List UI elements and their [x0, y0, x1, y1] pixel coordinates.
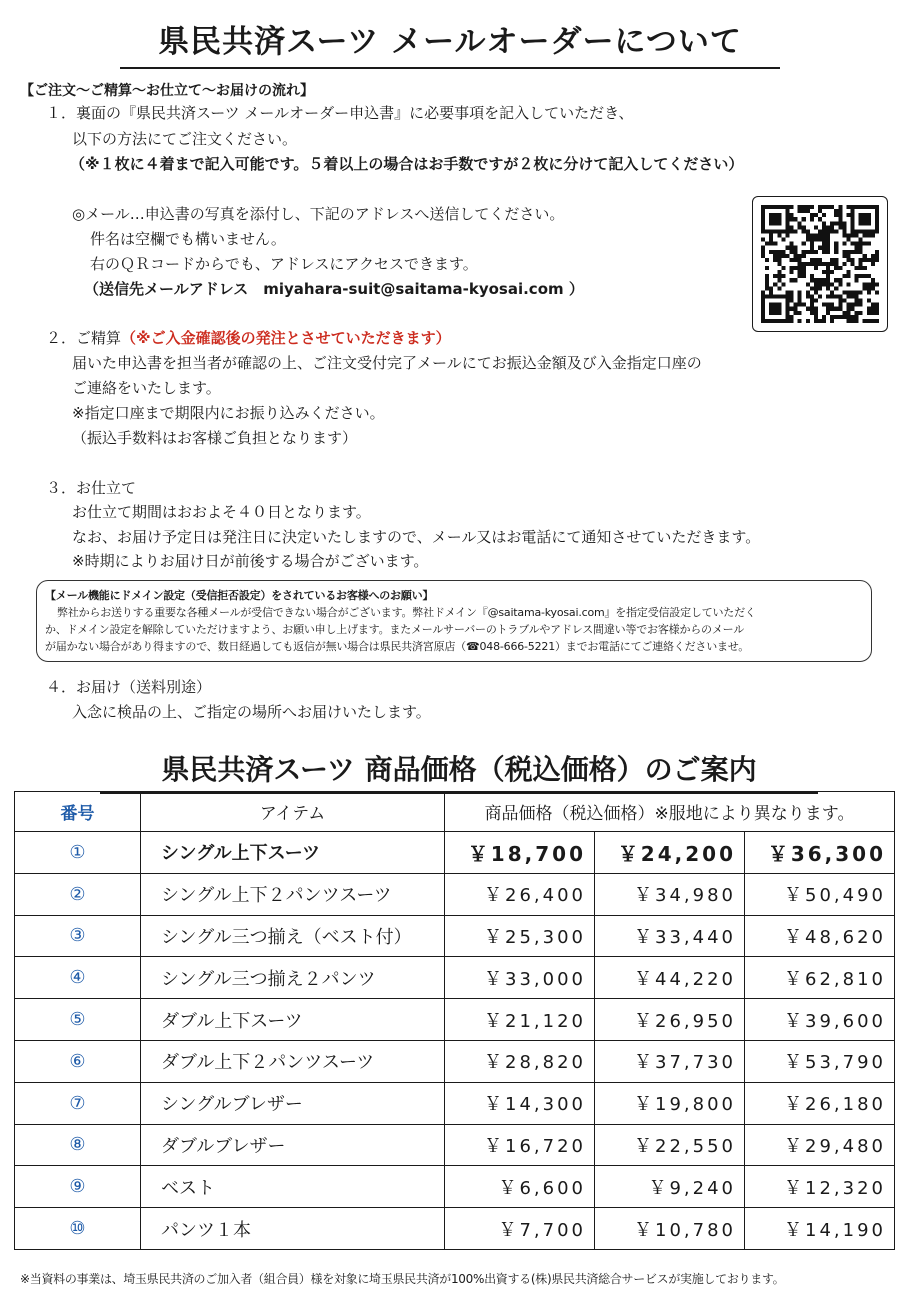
row-number: ⑩ — [15, 1208, 141, 1250]
price-3: ￥48,620 — [745, 915, 895, 957]
domain-notice-box — [36, 580, 872, 662]
price-3: ￥36,300 — [745, 832, 895, 874]
item-name: ベスト — [141, 1166, 445, 1208]
qr-code-icon — [761, 205, 879, 323]
row-number: ④ — [15, 957, 141, 999]
price-1: ￥16,720 — [445, 1124, 595, 1166]
table-row — [15, 1082, 895, 1124]
row-number: ⑦ — [15, 1082, 141, 1124]
step1-line2: 以下の方法にてご注文ください。 — [72, 130, 298, 148]
price-2: ￥24,200 — [595, 832, 745, 874]
item-name: ダブル上下スーツ — [141, 999, 445, 1041]
table-header-row — [15, 792, 895, 832]
item-name: シングル上下スーツ — [141, 832, 445, 874]
row-number: ⑤ — [15, 999, 141, 1041]
step1-email-2: 件名は空欄でも構いません。 — [90, 230, 286, 248]
row-number: ① — [15, 832, 141, 874]
step1-email-3: 右のＱＲコードからでも、アドレスにアクセスできます。 — [90, 255, 478, 273]
row-number: ② — [15, 873, 141, 915]
price-3: ￥39,600 — [745, 999, 895, 1041]
step3-heading: ３．お仕立て — [46, 479, 137, 497]
price-1: ￥21,120 — [445, 999, 595, 1041]
notice-line3: が届かない場合があり得ますので、数日経過しても返信が無い場合は県民共済宮原店（☎048-666-5221）までお電話にてご連絡くださいませ。 — [45, 640, 750, 653]
price-2: ￥9,240 — [595, 1166, 745, 1208]
price-3: ￥12,320 — [745, 1166, 895, 1208]
table-row — [15, 873, 895, 915]
notice-line2: か、ドメイン設定を解除していただけますよう、お願い申し上げます。またメールサーバーのトラブルやアドレス間違い等でお客様からのメール — [45, 623, 745, 636]
email-address: （送信先メールアドレス miyahara-suit@saitama-kyosai.com ） — [84, 280, 584, 298]
price-table — [14, 791, 895, 1250]
table-row — [15, 1166, 895, 1208]
price-2: ￥34,980 — [595, 873, 745, 915]
item-name: シングル三つ揃え（ベスト付） — [141, 915, 445, 957]
notice-heading: 【メール機能にドメイン設定（受信拒否設定）をされているお客様へのお願い】 — [45, 589, 434, 602]
header-item: アイテム — [141, 792, 445, 832]
step2-heading-label: ２．ご精算 — [46, 329, 122, 347]
price-1: ￥18,700 — [445, 832, 595, 874]
step4-heading: ４．お届け（送料別途） — [46, 678, 212, 696]
table-row — [15, 1124, 895, 1166]
qr-code[interactable] — [752, 196, 888, 332]
price-2: ￥10,780 — [595, 1208, 745, 1250]
step3-line1: お仕立て期間はおおよそ４０日となります。 — [72, 503, 371, 521]
price-2: ￥33,440 — [595, 915, 745, 957]
step1-email-1: ◎メール…申込書の写真を添付し、下記のアドレスへ送信してください。 — [72, 205, 565, 223]
notice-line1: 弊社からお送りする重要な各種メールが受信できない場合がございます。弊社ドメイン『@saitama-kyosai.com』を指定受信設定していただく — [57, 606, 756, 619]
item-name: シングル上下２パンツスーツ — [141, 873, 445, 915]
price-1: ￥33,000 — [445, 957, 595, 999]
price-1: ￥26,400 — [445, 873, 595, 915]
step2-heading-red: （※ご入金確認後の発注とさせていただきます） — [121, 329, 451, 347]
price-3: ￥26,180 — [745, 1082, 895, 1124]
step2-line2: ご連絡をいたします。 — [72, 379, 221, 397]
price-2: ￥19,800 — [595, 1082, 745, 1124]
row-number: ⑧ — [15, 1124, 141, 1166]
page-title: 県民共済スーツ メールオーダーについて — [120, 16, 780, 69]
price-1: ￥14,300 — [445, 1082, 595, 1124]
table-row — [15, 832, 895, 874]
price-3: ￥29,480 — [745, 1124, 895, 1166]
step4-line1: 入念に検品の上、ご指定の場所へお届けいたします。 — [72, 703, 431, 721]
price-3: ￥53,790 — [745, 1040, 895, 1082]
price-3: ￥50,490 — [745, 873, 895, 915]
header-price: 商品価格（税込価格）※服地により異なります。 — [445, 792, 895, 832]
price-2: ￥22,550 — [595, 1124, 745, 1166]
price-3: ￥62,810 — [745, 957, 895, 999]
price-1: ￥25,300 — [445, 915, 595, 957]
item-name: シングルブレザー — [141, 1082, 445, 1124]
header-no: 番号 — [15, 792, 141, 832]
price-1: ￥7,700 — [445, 1208, 595, 1250]
table-row — [15, 957, 895, 999]
item-name: ダブルブレザー — [141, 1124, 445, 1166]
item-name: ダブル上下２パンツスーツ — [141, 1040, 445, 1082]
step2-line3: ※指定口座まで期限内にお振り込みください。 — [72, 404, 385, 422]
item-name: シングル三つ揃え２パンツ — [141, 957, 445, 999]
price-2: ￥26,950 — [595, 999, 745, 1041]
row-number: ⑨ — [15, 1166, 141, 1208]
step2-heading — [46, 329, 451, 347]
flow-heading: 【ご注文〜ご精算〜お仕立て〜お届けの流れ】 — [20, 83, 314, 99]
table-row — [15, 1040, 895, 1082]
price-section-title: 県民共済スーツ 商品価格（税込価格）のご案内 — [100, 748, 818, 794]
price-2: ￥37,730 — [595, 1040, 745, 1082]
table-row — [15, 915, 895, 957]
step2-line4: （振込手数料はお客様ご負担となります） — [72, 429, 358, 447]
step1-note: （※１枚に４着まで記入可能です。５着以上の場合はお手数ですが２枚に分けて記入してください） — [70, 155, 744, 173]
step3-line2: なお、お届け予定日は発注日に決定いたしますので、メール又はお電話にて通知させていただきます。 — [72, 528, 761, 546]
footer-note: ※当資料の事業は、埼玉県民共済のご加入者（組合員）様を対象に埼玉県民共済が100%出資する(株)県民共済総合サービスが実施しております。 — [20, 1272, 785, 1286]
step3-line3: ※時期によりお届け日が前後する場合がございます。 — [72, 552, 429, 570]
item-name: パンツ１本 — [141, 1208, 445, 1250]
price-1: ￥6,600 — [445, 1166, 595, 1208]
table-row — [15, 1208, 895, 1250]
price-3: ￥14,190 — [745, 1208, 895, 1250]
row-number: ③ — [15, 915, 141, 957]
table-row — [15, 999, 895, 1041]
price-2: ￥44,220 — [595, 957, 745, 999]
step2-line1: 届いた申込書を担当者が確認の上、ご注文受付完了メールにてお振込金額及び入金指定口座の — [72, 354, 702, 372]
price-1: ￥28,820 — [445, 1040, 595, 1082]
step1-line1: １．裏面の『県民共済スーツ メールオーダー申込書』に必要事項を記入していただき、 — [46, 104, 634, 122]
row-number: ⑥ — [15, 1040, 141, 1082]
